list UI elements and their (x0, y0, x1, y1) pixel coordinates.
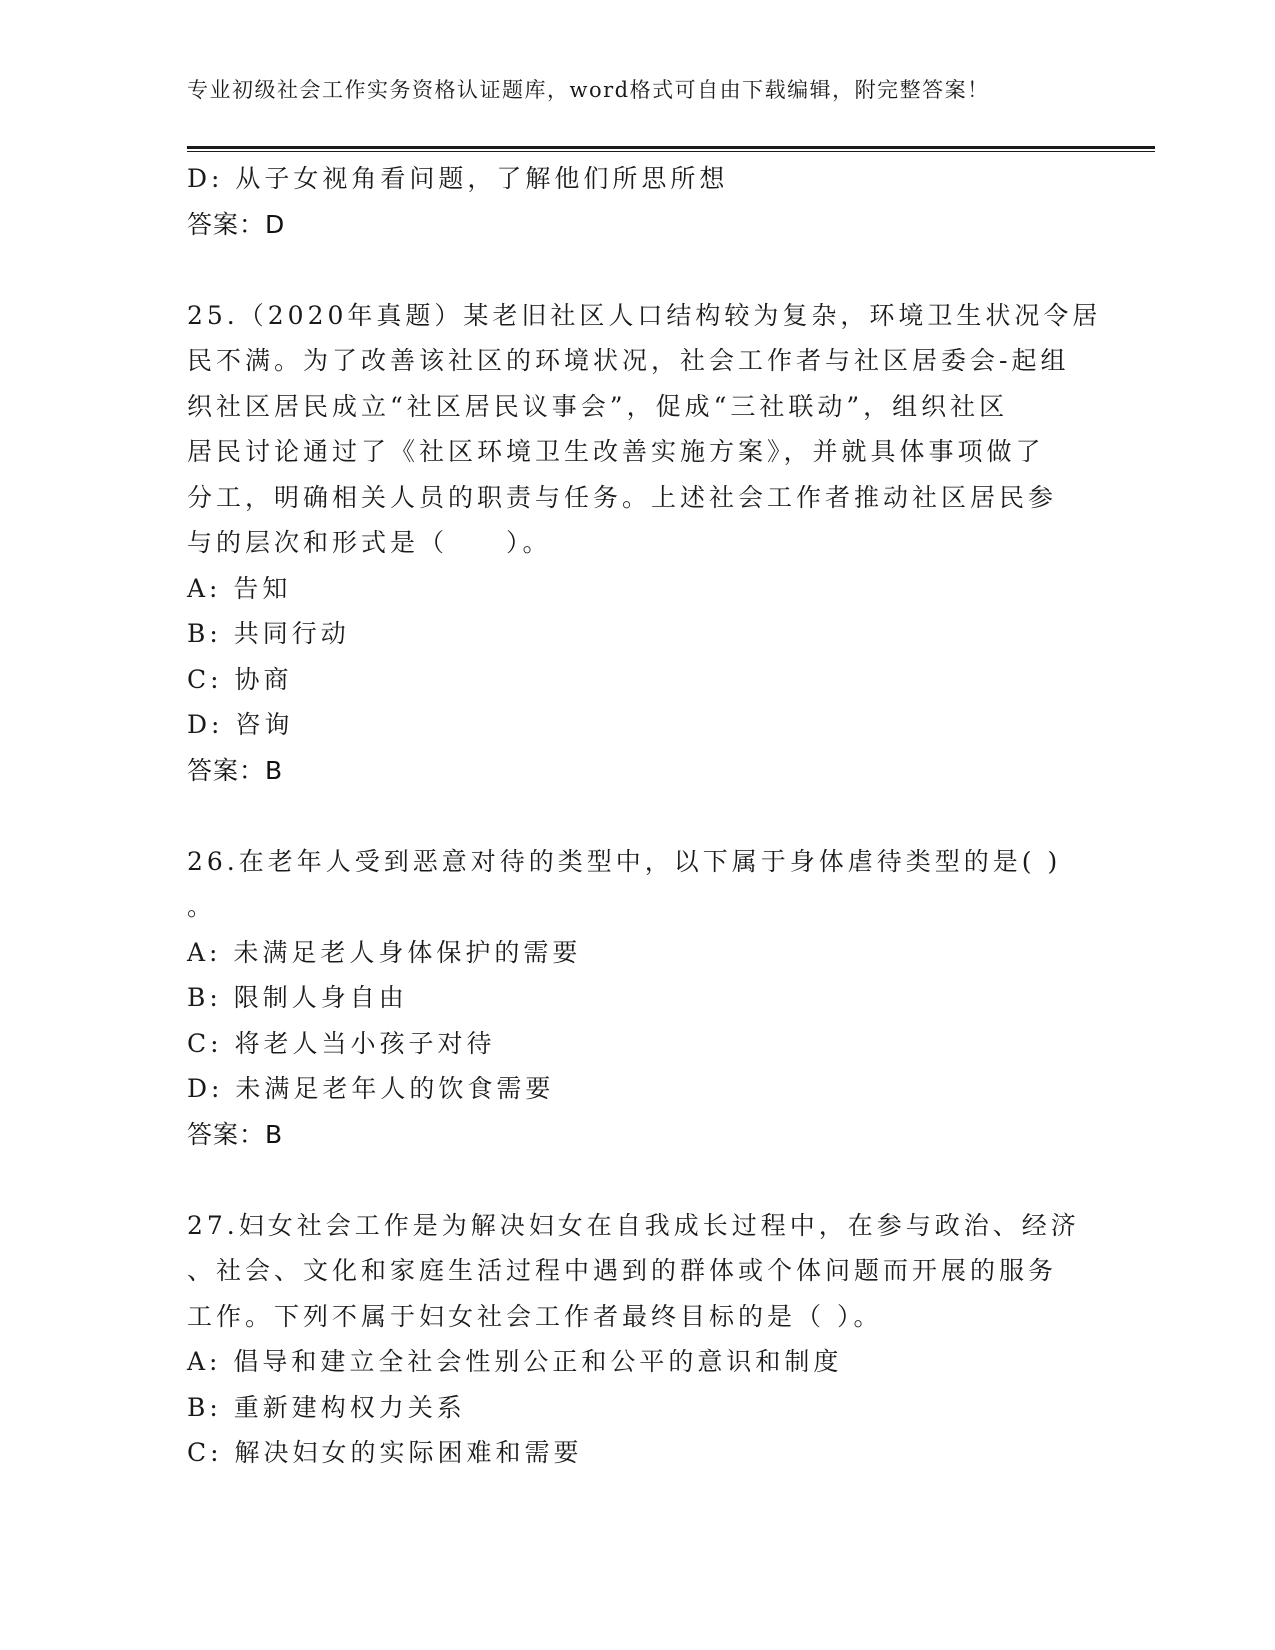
answer-line: 答案：B (187, 1119, 284, 1149)
option-a: A: 倡导和建立全社会性别公正和公平的意识和制度 (187, 1347, 843, 1376)
option-a: A: 告知 (187, 573, 292, 603)
answer-line: 答案：B (187, 755, 284, 785)
question-25 (187, 293, 1102, 794)
option-line: D: 从子女视角看问题，了解他们所思所想 (187, 164, 729, 193)
option-b: B: 重新建构权力关系 (187, 1392, 466, 1422)
question-text-line: 民不满。为了改善该社区的环境状况，社会工作者与社区居委会-起组 (187, 346, 1070, 375)
question-text-line: 。 (187, 892, 217, 921)
question-text-line: 、社会、文化和家庭生活过程中遇到的群体或个体问题而开展的服务 (187, 1256, 1058, 1285)
question-text-line: 与的层次和形式是（ ）。 (187, 528, 552, 557)
question-text-line: 27.妇女社会工作是为解决妇女在自我成长过程中，在参与政治、经济 (187, 1210, 1080, 1240)
document-body (187, 156, 1102, 1476)
question-26 (187, 839, 1087, 1158)
question-27 (187, 1203, 1087, 1476)
question-24-tail (187, 156, 1087, 247)
question-text-line: 织社区居民成立“社区居民议事会”，促成“三社联动”，组织社区 (187, 391, 1009, 421)
spacer (187, 1157, 1087, 1203)
question-text-line: 26.在老年人受到恶意对待的类型中，以下属于身体虐待类型的是( ) (187, 846, 1062, 876)
page-header: 专业初级社会工作实务资格认证题库，word格式可自由下载编辑，附完整答案！ (187, 78, 990, 102)
option-c: C: 解决妇女的实际困难和需要 (187, 1438, 583, 1467)
option-d: D: 未满足老年人的饮食需要 (187, 1074, 555, 1103)
option-b: B: 共同行动 (187, 619, 350, 648)
spacer (187, 247, 1087, 293)
question-text-line: 居民讨论通过了《社区环境卫生改善实施方案》，并就具体事项做了 (187, 437, 1045, 466)
question-text-line: 25.（2020年真题）某老旧社区人口结构较为复杂，环境卫生状况令居 (187, 300, 1102, 330)
header-rule (187, 146, 1155, 152)
answer-line: 答案：D (187, 209, 286, 239)
option-c: C: 协商 (187, 664, 293, 694)
option-c: C: 将老人当小孩子对待 (187, 1028, 496, 1058)
option-b: B: 限制人身自由 (187, 983, 408, 1012)
option-d: D: 咨询 (187, 710, 294, 739)
question-text-line: 分工，明确相关人员的职责与任务。上述社会工作者推动社区居民参 (187, 482, 1058, 512)
option-a: A: 未满足老人身体保护的需要 (187, 937, 582, 967)
question-text-line: 工作。下列不属于妇女社会工作者最终目标的是（ ）。 (187, 1301, 883, 1331)
spacer (187, 793, 1087, 839)
